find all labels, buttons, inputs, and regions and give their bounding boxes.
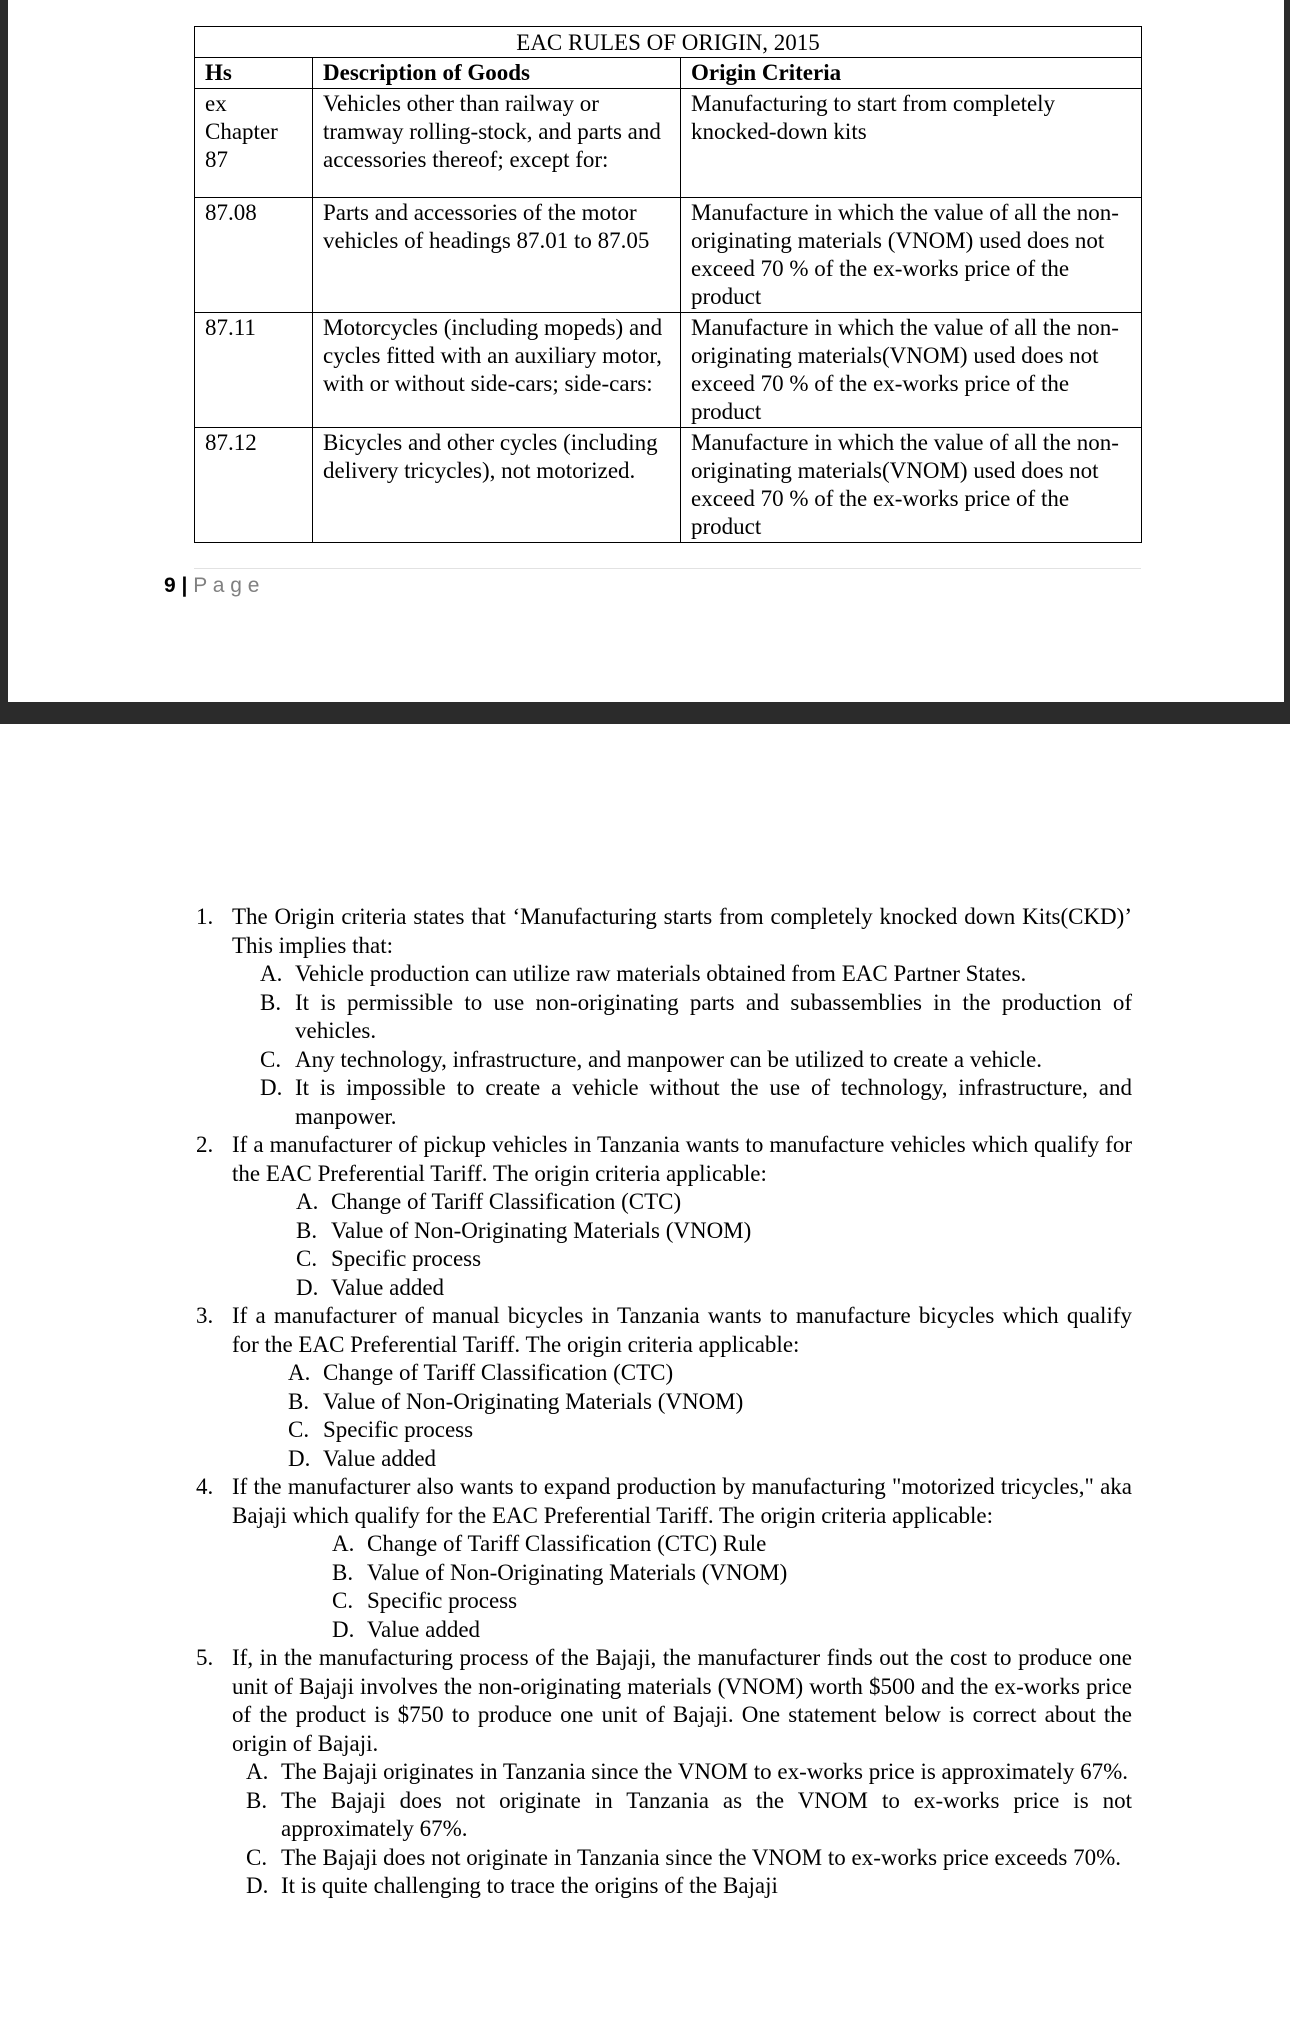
page-gap-divider — [0, 702, 1290, 724]
question-4 — [196, 1473, 1132, 1530]
table-header-row — [195, 58, 1142, 89]
option-d: D. Value added — [332, 1616, 481, 1642]
option-d: D. It is quite challenging to trace the origins of the Bajaji — [246, 1873, 778, 1898]
question-number: 1. — [196, 904, 214, 929]
option-c: C. Specific process — [288, 1417, 474, 1442]
document-page-top — [0, 0, 1290, 705]
question-text: The Origin criteria states that ‘Manufacturing starts from completely knocked down Kits(CKD)’ This implies that: — [232, 904, 1132, 958]
cell-criteria: Manufacture in which the value of all the non-originating materials (VNOM) used does not exceed 70 % of the ex-works price of the product — [681, 198, 1142, 313]
option-b: B. Value of Non-Originating Materials (VNOM) — [296, 1217, 752, 1243]
page-footer — [164, 574, 259, 598]
rules-of-origin-table — [194, 26, 1142, 543]
question-3 — [196, 1302, 1132, 1359]
cell-description: Bicycles and other cycles (including delivery tricycles), not motorized. — [313, 428, 681, 543]
header-hs: Hs — [195, 58, 313, 89]
table-title-row — [195, 27, 1142, 58]
question-text: If the manufacturer also wants to expand production by manufacturing "motorized tricycles," aka Bajaji which qualify for the EAC Preferential Tariff. The origin criteria applicable: — [232, 1474, 1132, 1528]
table-row — [195, 89, 1142, 198]
option-a: A. Vehicle production can utilize raw materials obtained from EAC Partner States. — [260, 961, 1027, 986]
question-2-options — [196, 1188, 1132, 1302]
cell-description: Vehicles other than railway or tramway rolling-stock, and parts and accessories thereof; except for: — [313, 89, 681, 198]
option-c: C. Specific process — [332, 1588, 518, 1613]
cell-hs: 87.12 — [195, 428, 313, 543]
option-a: A. Change of Tariff Classification (CTC) — [296, 1189, 682, 1214]
question-text: If a manufacturer of pickup vehicles in Tanzania wants to manufacture vehicles which qualify for the EAC Preferential Tariff. The origin criteria applicable: — [232, 1132, 1132, 1186]
question-number: 3. — [196, 1303, 214, 1328]
question-number: 2. — [196, 1132, 214, 1157]
option-d: D. It is impossible to create a vehicle without the use of technology, infrastructure, and manpower. — [260, 1075, 1132, 1129]
table-row — [195, 313, 1142, 428]
footer-divider — [194, 568, 1141, 569]
table-row — [195, 198, 1142, 313]
question-number: 5. — [196, 1645, 214, 1670]
cell-description: Motorcycles (including mopeds) and cycles fitted with an auxiliary motor, with or without side-cars; side-cars: — [313, 313, 681, 428]
cell-criteria: Manufacture in which the value of all the non-originating materials(VNOM) used does not exceed 70 % of the ex-works price of the product — [681, 428, 1142, 543]
cell-hs: ex Chapter 87 — [195, 89, 313, 198]
question-3-options — [196, 1359, 1132, 1473]
question-4-options — [196, 1530, 1132, 1644]
header-origin-criteria: Origin Criteria — [681, 58, 1142, 89]
cell-hs: 87.11 — [195, 313, 313, 428]
question-number: 4. — [196, 1474, 214, 1499]
option-d: D. Value added — [296, 1274, 445, 1300]
option-d: D. Value added — [288, 1445, 437, 1471]
cell-criteria: Manufacturing to start from completely knocked-down kits — [681, 89, 1142, 198]
header-description: Description of Goods — [313, 58, 681, 89]
question-text: If, in the manufacturing process of the Bajaji, the manufacturer finds out the cost to produce one unit of Bajaji involves the non-originating materials (VNOM) worth $500 and the ex-works price of the product is $750 to produce one unit of Bajaji. One statement below is correct about the origin of Bajaji. — [232, 1645, 1132, 1756]
page-label: P a g e — [193, 574, 260, 597]
option-b: B. It is permissible to use non-originating parts and subassemblies in the production of vehicles. — [260, 989, 1132, 1043]
question-1-options — [196, 960, 1132, 1131]
option-a: A. Change of Tariff Classification (CTC) — [288, 1360, 674, 1385]
option-c: C. The Bajaji does not originate in Tanzania since the VNOM to ex-works price exceeds 70%. — [246, 1844, 1121, 1870]
option-b: B. Value of Non-Originating Materials (VNOM) — [288, 1388, 744, 1414]
cell-criteria: Manufacture in which the value of all the non-originating materials(VNOM) used does not exceed 70 % of the ex-works price of the product — [681, 313, 1142, 428]
question-2 — [196, 1131, 1132, 1188]
question-list — [196, 903, 1132, 1901]
question-5-options — [196, 1758, 1132, 1901]
question-text: If a manufacturer of manual bicycles in Tanzania wants to manufacture bicycles which qualify for the EAC Preferential Tariff. The origin criteria applicable: — [232, 1303, 1132, 1357]
option-b: B. The Bajaji does not originate in Tanzania as the VNOM to ex-works price is not approximately 67%. — [246, 1787, 1132, 1841]
option-a: A. The Bajaji originates in Tanzania since the VNOM to ex-works price is approximately 67%. — [246, 1759, 1129, 1784]
cell-hs: 87.08 — [195, 198, 313, 313]
cell-description: Parts and accessories of the motor vehicles of headings 87.01 to 87.05 — [313, 198, 681, 313]
option-b: B. Value of Non-Originating Materials (VNOM) — [332, 1559, 788, 1585]
question-1 — [196, 903, 1132, 960]
option-c: C. Specific process — [296, 1246, 482, 1271]
option-c: C. Any technology, infrastructure, and manpower can be utilized to create a vehicle. — [260, 1046, 1042, 1072]
question-5 — [196, 1644, 1132, 1758]
table-row — [195, 428, 1142, 543]
table-title: EAC RULES OF ORIGIN, 2015 — [195, 27, 1142, 58]
option-a: A. Change of Tariff Classification (CTC) Rule — [332, 1531, 767, 1556]
page-separator: | — [181, 574, 188, 597]
page-number: 9 — [164, 574, 176, 597]
